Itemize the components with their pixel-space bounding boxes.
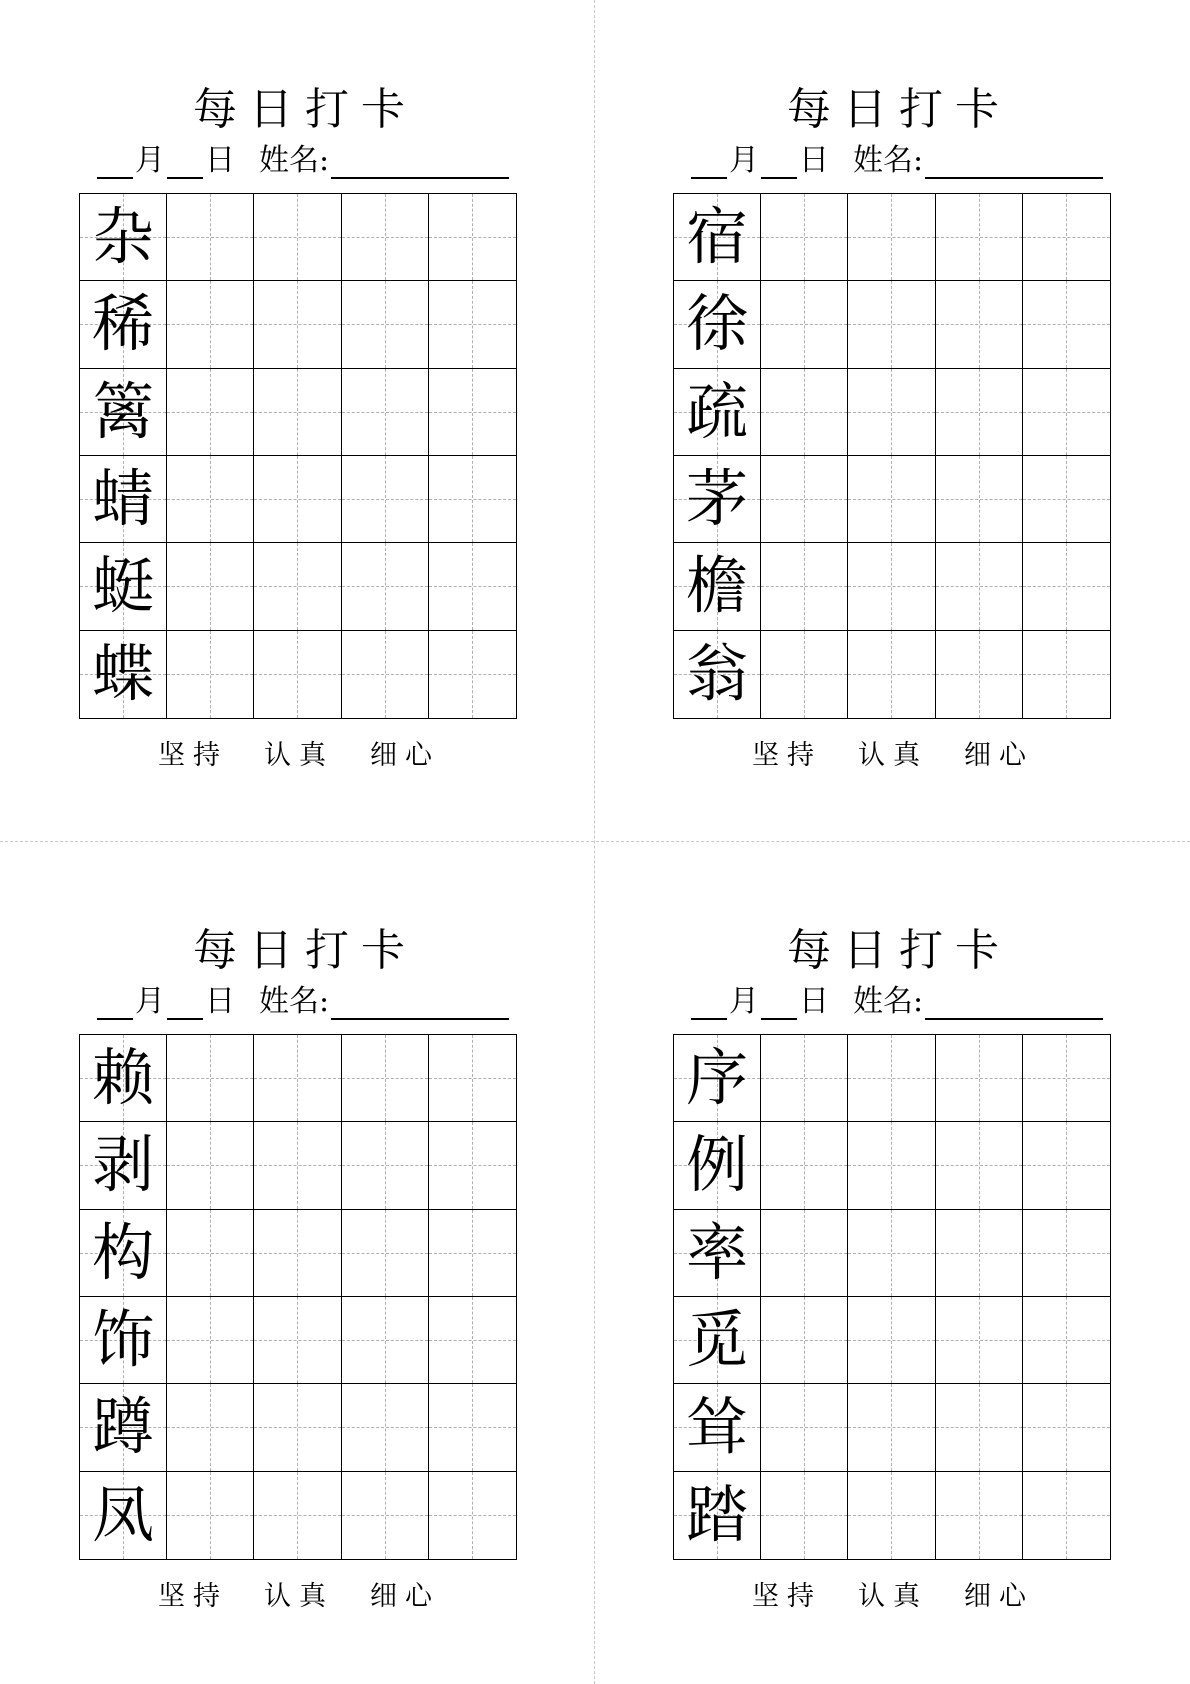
practice-cell[interactable] bbox=[429, 1035, 516, 1122]
practice-cell[interactable] bbox=[254, 631, 341, 718]
practice-cell[interactable] bbox=[936, 1035, 1023, 1122]
model-character-cell bbox=[80, 631, 167, 718]
motto-word: 坚持 bbox=[158, 740, 228, 771]
day-blank[interactable] bbox=[167, 988, 203, 1020]
model-character-cell bbox=[80, 1384, 167, 1471]
month-label: 月 bbox=[729, 143, 759, 178]
practice-cell[interactable] bbox=[342, 369, 429, 456]
motto-word: 坚持 bbox=[158, 1581, 228, 1612]
practice-cell[interactable] bbox=[167, 456, 254, 543]
date-name-line bbox=[673, 135, 1113, 179]
name-label: 姓名: bbox=[853, 143, 924, 178]
model-character-cell bbox=[674, 543, 761, 630]
practice-card bbox=[673, 85, 1113, 772]
practice-cell[interactable] bbox=[254, 1472, 341, 1559]
model-character: 赖 bbox=[92, 1041, 155, 1115]
card-title: 每日打卡 bbox=[193, 84, 417, 135]
model-character: 序 bbox=[686, 1041, 749, 1115]
practice-cell[interactable] bbox=[254, 1297, 341, 1384]
practice-cell[interactable] bbox=[848, 1384, 935, 1471]
practice-cell[interactable] bbox=[254, 194, 341, 281]
motto-word: 细心 bbox=[370, 1581, 440, 1612]
practice-cell[interactable] bbox=[761, 1210, 848, 1297]
name-blank[interactable] bbox=[331, 988, 509, 1020]
model-character-cell bbox=[674, 1297, 761, 1384]
model-character-cell bbox=[80, 1210, 167, 1297]
card-title: 每日打卡 bbox=[787, 84, 1011, 135]
practice-cell[interactable] bbox=[761, 456, 848, 543]
day-blank[interactable] bbox=[761, 988, 797, 1020]
model-character: 剥 bbox=[92, 1128, 155, 1202]
model-character-cell bbox=[674, 369, 761, 456]
model-character: 蜻 bbox=[92, 462, 155, 536]
model-character-cell bbox=[80, 1122, 167, 1209]
practice-cell[interactable] bbox=[848, 1035, 935, 1122]
practice-cell[interactable] bbox=[848, 1297, 935, 1384]
day-blank[interactable] bbox=[167, 147, 203, 179]
month-label: 月 bbox=[135, 984, 165, 1019]
practice-cell[interactable] bbox=[1023, 281, 1110, 368]
name-blank[interactable] bbox=[925, 988, 1103, 1020]
practice-cell[interactable] bbox=[936, 281, 1023, 368]
practice-cell[interactable] bbox=[761, 281, 848, 368]
practice-cell[interactable] bbox=[1023, 543, 1110, 630]
practice-cell[interactable] bbox=[429, 369, 516, 456]
practice-cell[interactable] bbox=[342, 194, 429, 281]
practice-cell[interactable] bbox=[342, 1122, 429, 1209]
model-character-cell bbox=[674, 1122, 761, 1209]
practice-cell[interactable] bbox=[167, 1122, 254, 1209]
practice-cell[interactable] bbox=[429, 1210, 516, 1297]
model-character: 翁 bbox=[686, 637, 749, 711]
practice-cell[interactable] bbox=[429, 281, 516, 368]
model-character: 徐 bbox=[686, 287, 749, 361]
practice-cell[interactable] bbox=[761, 1384, 848, 1471]
practice-cell[interactable] bbox=[342, 281, 429, 368]
practice-cell[interactable] bbox=[761, 1297, 848, 1384]
model-character: 率 bbox=[686, 1215, 749, 1289]
model-character-cell bbox=[674, 456, 761, 543]
model-character: 稀 bbox=[92, 287, 155, 361]
practice-cell[interactable] bbox=[429, 1122, 516, 1209]
model-character: 凤 bbox=[92, 1478, 155, 1552]
practice-cell[interactable] bbox=[1023, 1035, 1110, 1122]
name-label: 姓名: bbox=[259, 984, 330, 1019]
practice-cell[interactable] bbox=[1023, 194, 1110, 281]
practice-cell[interactable] bbox=[429, 456, 516, 543]
motto-line bbox=[79, 1574, 519, 1613]
practice-cell[interactable] bbox=[167, 1297, 254, 1384]
practice-cell[interactable] bbox=[1023, 456, 1110, 543]
writing-grid bbox=[673, 1034, 1111, 1560]
practice-cell[interactable] bbox=[254, 1210, 341, 1297]
model-character: 茅 bbox=[686, 462, 749, 536]
practice-cell[interactable] bbox=[429, 1384, 516, 1471]
model-character: 篱 bbox=[92, 374, 155, 448]
model-character-cell bbox=[80, 194, 167, 281]
practice-cell[interactable] bbox=[761, 194, 848, 281]
practice-cell[interactable] bbox=[254, 1122, 341, 1209]
practice-cell[interactable] bbox=[254, 456, 341, 543]
model-character-cell bbox=[80, 456, 167, 543]
vertical-cut-line bbox=[594, 0, 595, 1684]
model-character-cell bbox=[80, 543, 167, 630]
day-label: 日 bbox=[205, 143, 235, 178]
practice-cell[interactable] bbox=[848, 369, 935, 456]
model-character-cell bbox=[80, 1035, 167, 1122]
practice-card bbox=[673, 926, 1113, 1613]
practice-cell[interactable] bbox=[761, 543, 848, 630]
day-label: 日 bbox=[799, 143, 829, 178]
practice-cell[interactable] bbox=[254, 1035, 341, 1122]
model-character: 疏 bbox=[686, 374, 749, 448]
practice-cell[interactable] bbox=[1023, 1472, 1110, 1559]
month-blank[interactable] bbox=[691, 147, 727, 179]
motto-word: 认真 bbox=[264, 1581, 334, 1612]
model-character-cell bbox=[674, 1210, 761, 1297]
model-character: 宿 bbox=[686, 200, 749, 274]
card-title: 每日打卡 bbox=[193, 925, 417, 976]
date-name-line bbox=[79, 976, 519, 1020]
month-blank[interactable] bbox=[97, 988, 133, 1020]
practice-cell[interactable] bbox=[254, 281, 341, 368]
practice-cell[interactable] bbox=[167, 1035, 254, 1122]
name-label: 姓名: bbox=[259, 143, 330, 178]
practice-cell[interactable] bbox=[761, 631, 848, 718]
practice-cell[interactable] bbox=[936, 1472, 1023, 1559]
practice-cell[interactable] bbox=[936, 1210, 1023, 1297]
model-character-cell bbox=[674, 1035, 761, 1122]
practice-cell[interactable] bbox=[936, 369, 1023, 456]
practice-cell[interactable] bbox=[1023, 1122, 1110, 1209]
model-character: 檐 bbox=[686, 549, 749, 623]
model-character: 例 bbox=[686, 1128, 749, 1202]
model-character-cell bbox=[674, 1384, 761, 1471]
day-blank[interactable] bbox=[761, 147, 797, 179]
practice-cell[interactable] bbox=[254, 1384, 341, 1471]
model-character-cell bbox=[674, 631, 761, 718]
practice-cell[interactable] bbox=[936, 631, 1023, 718]
practice-cell[interactable] bbox=[342, 1297, 429, 1384]
month-label: 月 bbox=[729, 984, 759, 1019]
practice-cell[interactable] bbox=[761, 1472, 848, 1559]
model-character: 蜓 bbox=[92, 549, 155, 623]
model-character-cell bbox=[674, 194, 761, 281]
motto-word: 认真 bbox=[858, 1581, 928, 1612]
practice-cell[interactable] bbox=[429, 1472, 516, 1559]
practice-cell[interactable] bbox=[1023, 1297, 1110, 1384]
model-character-cell bbox=[80, 1472, 167, 1559]
model-character: 踏 bbox=[686, 1478, 749, 1552]
practice-cell[interactable] bbox=[848, 543, 935, 630]
practice-cell[interactable] bbox=[761, 369, 848, 456]
practice-cell[interactable] bbox=[342, 543, 429, 630]
month-blank[interactable] bbox=[691, 988, 727, 1020]
practice-cell[interactable] bbox=[429, 1297, 516, 1384]
month-blank[interactable] bbox=[97, 147, 133, 179]
motto-word: 细心 bbox=[964, 740, 1034, 771]
practice-cell[interactable] bbox=[761, 1122, 848, 1209]
day-label: 日 bbox=[205, 984, 235, 1019]
model-character: 饰 bbox=[92, 1303, 155, 1377]
model-character: 蹲 bbox=[92, 1390, 155, 1464]
motto-word: 细心 bbox=[370, 740, 440, 771]
name-label: 姓名: bbox=[853, 984, 924, 1019]
model-character-cell bbox=[80, 1297, 167, 1384]
practice-cell[interactable] bbox=[848, 281, 935, 368]
practice-cell[interactable] bbox=[1023, 1210, 1110, 1297]
practice-cell[interactable] bbox=[761, 1035, 848, 1122]
motto-word: 认真 bbox=[264, 740, 334, 771]
practice-cell[interactable] bbox=[429, 631, 516, 718]
model-character-cell bbox=[80, 281, 167, 368]
writing-grid bbox=[79, 1034, 517, 1560]
practice-cell[interactable] bbox=[848, 631, 935, 718]
practice-cell[interactable] bbox=[1023, 1384, 1110, 1471]
practice-cell[interactable] bbox=[167, 631, 254, 718]
horizontal-cut-line bbox=[0, 841, 1190, 842]
motto-line bbox=[673, 1574, 1113, 1613]
model-character: 耸 bbox=[686, 1390, 749, 1464]
motto-line bbox=[673, 733, 1113, 772]
writing-grid bbox=[673, 193, 1111, 719]
practice-cell[interactable] bbox=[936, 194, 1023, 281]
practice-cell[interactable] bbox=[848, 1210, 935, 1297]
practice-cell[interactable] bbox=[848, 194, 935, 281]
name-blank[interactable] bbox=[925, 147, 1103, 179]
practice-cell[interactable] bbox=[936, 543, 1023, 630]
model-character: 觅 bbox=[686, 1303, 749, 1377]
month-label: 月 bbox=[135, 143, 165, 178]
model-character: 蝶 bbox=[92, 637, 155, 711]
day-label: 日 bbox=[799, 984, 829, 1019]
practice-cell[interactable] bbox=[167, 194, 254, 281]
practice-card bbox=[79, 926, 519, 1613]
practice-cell[interactable] bbox=[1023, 369, 1110, 456]
motto-word: 细心 bbox=[964, 1581, 1034, 1612]
practice-cell[interactable] bbox=[167, 1472, 254, 1559]
practice-cell[interactable] bbox=[936, 1384, 1023, 1471]
model-character: 构 bbox=[92, 1215, 155, 1289]
practice-cell[interactable] bbox=[167, 369, 254, 456]
writing-grid bbox=[79, 193, 517, 719]
practice-cell[interactable] bbox=[936, 1297, 1023, 1384]
practice-cell[interactable] bbox=[429, 194, 516, 281]
model-character-cell bbox=[674, 1472, 761, 1559]
name-blank[interactable] bbox=[331, 147, 509, 179]
practice-cell[interactable] bbox=[848, 456, 935, 543]
card-title: 每日打卡 bbox=[787, 925, 1011, 976]
model-character: 杂 bbox=[92, 200, 155, 274]
model-character-cell bbox=[674, 281, 761, 368]
motto-word: 坚持 bbox=[752, 1581, 822, 1612]
model-character-cell bbox=[80, 369, 167, 456]
practice-cell[interactable] bbox=[936, 1122, 1023, 1209]
practice-cell[interactable] bbox=[1023, 631, 1110, 718]
date-name-line bbox=[79, 135, 519, 179]
date-name-line bbox=[673, 976, 1113, 1020]
practice-cell[interactable] bbox=[254, 543, 341, 630]
practice-cell[interactable] bbox=[936, 456, 1023, 543]
practice-cell[interactable] bbox=[342, 456, 429, 543]
practice-cell[interactable] bbox=[848, 1122, 935, 1209]
practice-cell[interactable] bbox=[167, 281, 254, 368]
practice-card bbox=[79, 85, 519, 772]
motto-word: 坚持 bbox=[752, 740, 822, 771]
practice-cell[interactable] bbox=[342, 631, 429, 718]
practice-cell[interactable] bbox=[342, 1384, 429, 1471]
practice-cell[interactable] bbox=[342, 1035, 429, 1122]
practice-cell[interactable] bbox=[342, 1210, 429, 1297]
motto-line bbox=[79, 733, 519, 772]
motto-word: 认真 bbox=[858, 740, 928, 771]
practice-cell[interactable] bbox=[167, 1384, 254, 1471]
practice-cell[interactable] bbox=[342, 1472, 429, 1559]
practice-cell[interactable] bbox=[848, 1472, 935, 1559]
practice-cell[interactable] bbox=[429, 543, 516, 630]
practice-cell[interactable] bbox=[167, 543, 254, 630]
practice-cell[interactable] bbox=[254, 369, 341, 456]
practice-cell[interactable] bbox=[167, 1210, 254, 1297]
